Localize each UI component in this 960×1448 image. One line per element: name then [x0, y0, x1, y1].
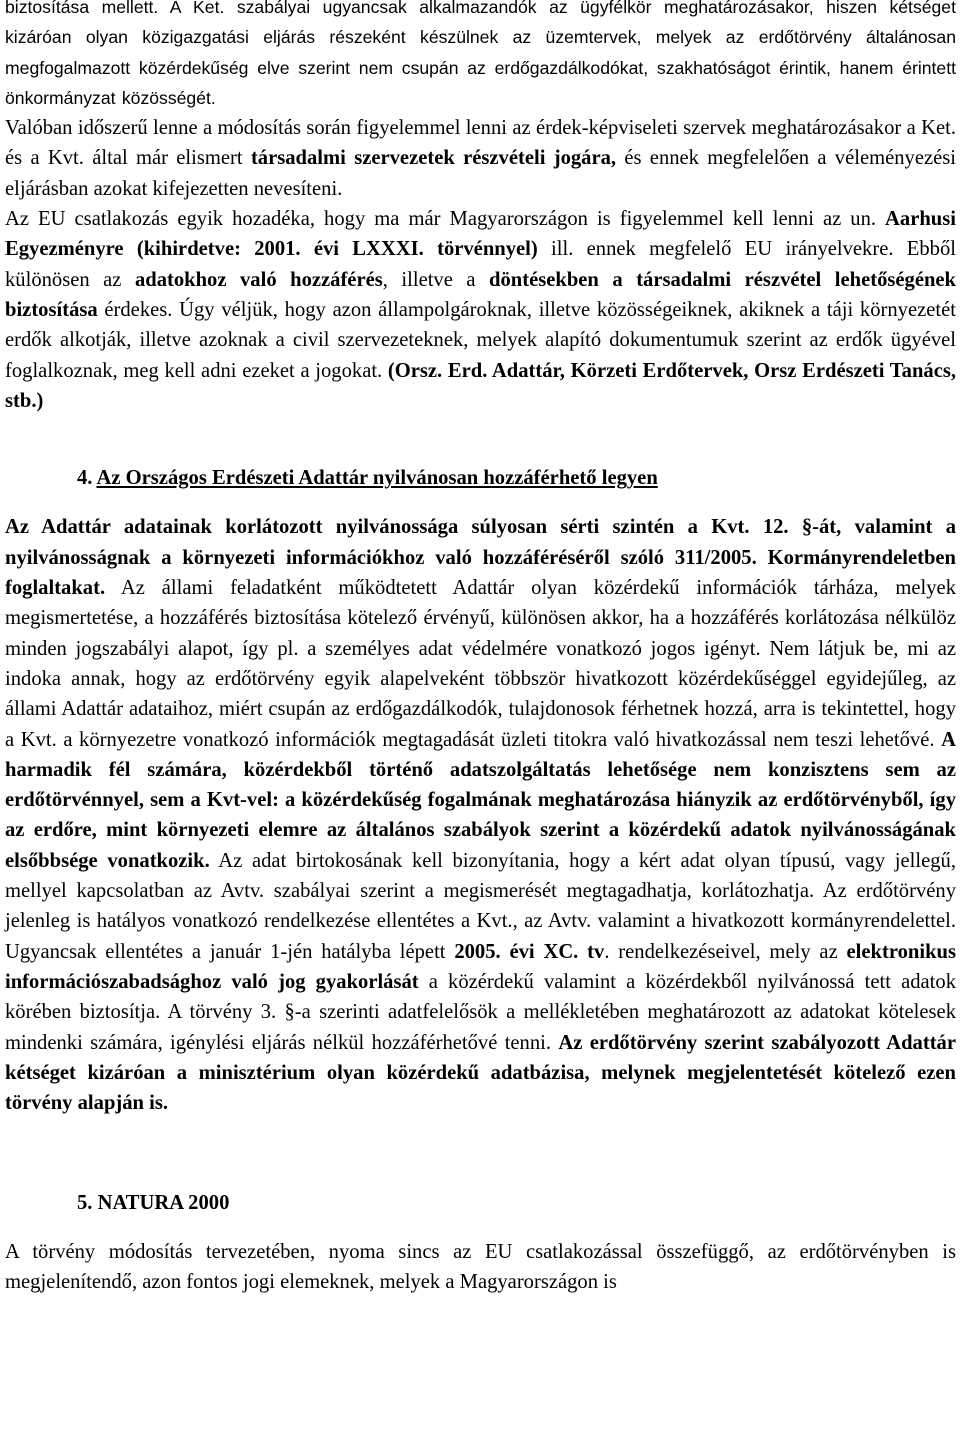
text-run: és ennek megfelelően a véleményezési eljárásban azokat kifejezetten nevesíteni. [5, 147, 956, 200]
text-run: Az állami feladatként működtetett Adattár olyan közérdekű információk tárháza, melyek megismertetése, a hozzáférés biztosítása kötelező érvényű, különösen akkor, ha a hozzáférés korlátozása nélkülöz minden jogszabályi alapot, így pl. a személyes adat védelmére vonatkozó jogos igényt. Nem látjuk be, mi az indoka annak, hogy az erdőtörvény egyik alapelveként többször hivatkozott közérdekűséggel egyidejűleg, az állami Adattár adataihoz, miért csupán az erdőgazdálkodók, tulajdonosok férhetnek hozzá, arra is tekintettel, hogy a Kvt. a környezetre vonatkozó információk megtagadását üzleti titokra való hivatkozással nem teszi lehetővé. [5, 577, 956, 751]
section-title: 5. NATURA 2000 [77, 1192, 230, 1215]
text-run: Az EU csatlakozás egyik hozadéka, hogy ma már Magyarországon is figyelemmel kell lenni az un. [5, 208, 886, 231]
text-run: Az adat birtokosának kell bizonyítania, hogy a kért adat olyan típusú, vagy jellegű, mellyel kapcsolatban az Avtv. szabályai szerint a megismerését megtagadhatja, korlátozhatja. Az erdőtörvény jelenleg is hatályos vonatkozó rendelkezése ellentétes a Kvt., az Avtv. valamint a hivatkozott kormányrendelettel. Ugyancsak ellentétes a január 1-jén hatályba lépett [5, 849, 956, 963]
section-heading-5 [5, 1188, 956, 1218]
bold-run: elektronikus információszabadsághoz való jog gyakorlását [5, 940, 956, 993]
section-heading-4 [5, 463, 956, 493]
section-title: Az Országos Erdészeti Adattár nyilvánosan hozzáférhető legyen [96, 467, 658, 490]
paragraph-aarhus-convention [5, 204, 956, 416]
paragraph-natura-2000 [5, 1237, 956, 1298]
bold-run: társadalmi szervezetek részvételi jogára, [250, 147, 617, 170]
text-run: . rendelkezéseivel, mely az [604, 940, 847, 963]
bold-run: Az erdőtörvény szerint szabályozott Adattár kétséget kizáróan a minisztérium olyan közérdekű adatbázisa, melynek megjelentetését kötelező ezen törvény alapján is. [5, 1031, 956, 1115]
paragraph-data-repository [5, 512, 956, 1118]
bold-run: A harmadik fél számára, közérdekből történő adatszolgáltatás lehetősége nem konzisztens sem az erdőtörvénnyel, sem a Kvt-vel: a közérdekűség fogalmának meghatározása hiányzik az erdőtörvényből, így az erdőre, mint környezeti elemre az általános szabályok szerint a közérdekű adatok nyilvánosságának elsőbbsége vonatkozik. [5, 728, 956, 872]
bold-run: Aarhusi Egyezményre (kihirdetve: 2001. évi LXXXI. törvénnyel) [5, 208, 956, 261]
document-page [5, 0, 956, 1297]
bold-run: döntésekben a társadalmi részvétel lehetőségének biztosítása [5, 268, 957, 321]
bold-run: adatokhoz való hozzáférés [134, 268, 383, 291]
paragraph-ket-rules [5, 0, 956, 113]
section-number: 4. [77, 467, 93, 490]
text-run: Valóban időszerű lenne a módosítás során figyelemmel lenni az érdek-képviseleti szervek meghatározásakor a Ket. és a Kvt. által már elismert [5, 117, 956, 170]
text-run: biztosítása mellett. A Ket. szabályai ugyancsak alkalmazandók az ügyfélkör meghatározásakor, hiszen kétséget kizáróan olyan közigazgatási eljárás részeként készülnek az üzemtervek, melyek az erdőtörvény általánosan megfogalmazott közérdekűség elve szerint nem csupán az erdőgazdálkodókat, szakhatóságot érintik, hanem érintett önkormányzat közösségét. [5, 0, 956, 108]
bold-run: 2005. évi XC. tv [454, 940, 605, 963]
text-run: , illetve a [382, 268, 490, 291]
text-run: érdekes. Úgy véljük, hogy azon állampolgároknak, illetve közösségeiknek, akiknek a táji környezetét erdők alkotják, illetve azoknak a civil szervezeteknek, melyek alapító dokumentumuk szerint az erdők ügyével foglalkoznak, meg kell adni ezeket a jogokat. [5, 298, 956, 382]
bold-run: (Orsz. Erd. Adattár, Körzeti Erdőtervek, Orsz Erdészeti Tanács, stb.) [5, 359, 956, 412]
bold-run: Az Adattár adatainak korlátozott nyilvánossága súlyosan sérti szintén a Kvt. 12. §-át, valamint a nyilvánosságnak a környezeti információkhoz való hozzáféréséről szóló 311/2005. Kormányrendeletben foglaltakat. [5, 516, 956, 600]
text-run: A törvény módosítás tervezetében, nyoma sincs az EU csatlakozással összefüggő, az erdőtörvényben is megjelenítendő, azon fontos jogi elemeknek, melyek a Magyarországon is [5, 1240, 956, 1293]
paragraph-interest-groups [5, 113, 956, 204]
text-run: ill. ennek megfelelő EU irányelvekre. Ebből különösen az [5, 238, 956, 291]
text-run: a közérdekű valamint a közérdekből nyilvánossá tett adatok körében biztosítja. A törvény 3. §-a szerinti adatfelelősök a mellékletében meghatározott az adatokat kötelesek mindenki számára, igénylési eljárás nélkül hozzáférhetővé tenni. [5, 970, 956, 1054]
